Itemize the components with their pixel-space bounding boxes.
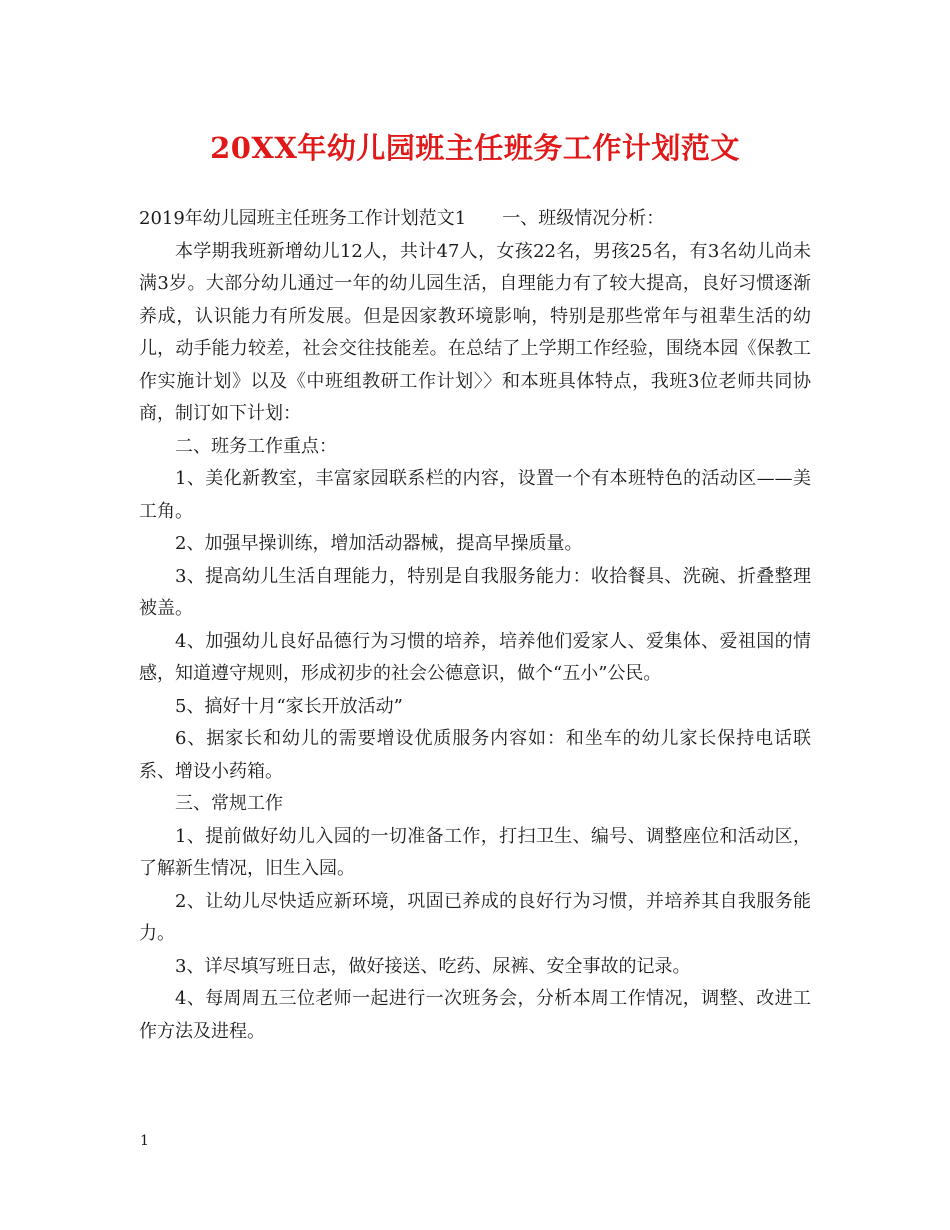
paragraph-class-analysis: 本学期我班新增幼儿12人，共计47人，女孩22名，男孩25名，有3名幼儿尚未满3岁。大部分幼儿通过一年的幼儿园生活，自理能力有了较大提高，良好习惯逐渐养成，认识能力有所发展。但是因家教环境影响，特别是那些常年与祖辈生活的幼儿，动手能力较差，社会交往技能差。在总结了上学期工作经验，围绕本园《保教工作实施计划》以及《中班组教研工作计划〉〉和本班具体特点，我班3位老师共同协商，制订如下计划： bbox=[139, 240, 811, 424]
paragraph-intro-heading: 2019年幼儿园班主任班务工作计划范文1 一、班级情况分析： bbox=[139, 208, 665, 229]
section-heading-focus: 二、班务工作重点： bbox=[175, 435, 337, 457]
list-item: 5、搞好十月“家长开放活动” bbox=[175, 695, 403, 717]
list-item: 3、详尽填写班日志，做好接送、吃药、尿裤、安全事故的记录。 bbox=[175, 955, 691, 977]
list-item: 3、提高幼儿生活自理能力，特别是自我服务能力：收拾餐具、洗碗、折叠整理被盖。 bbox=[139, 565, 811, 619]
document-body bbox=[139, 203, 811, 1048]
document-title: 20XX年幼儿园班主任班务工作计划范文 bbox=[210, 131, 740, 165]
list-item: 2、加强早操训练，增加活动器械，提高早操质量。 bbox=[175, 533, 583, 554]
list-item: 2、让幼儿尽快适应新环境，巩固已养成的良好行为习惯，并培养其自我服务能力。 bbox=[139, 890, 811, 944]
page-number: 1 bbox=[140, 1133, 149, 1149]
list-item: 6、据家长和幼儿的需要增设优质服务内容如：和坐车的幼儿家长保持电话联系、增设小药箱。 bbox=[139, 728, 811, 782]
list-item: 4、每周周五三位老师一起进行一次班务会，分析本周工作情况，调整、改进工作方法及进程。 bbox=[139, 988, 811, 1042]
list-item: 1、美化新教室，丰富家园联系栏的内容，设置一个有本班特色的活动区——美工角。 bbox=[139, 468, 811, 522]
list-item: 4、加强幼儿良好品德行为习惯的培养，培养他们爱家人、爱集体、爱祖国的情感，知道遵守规则，形成初步的社会公德意识，做个“五小”公民。 bbox=[139, 630, 811, 684]
section-heading-routine: 三、常规工作 bbox=[175, 793, 283, 814]
list-item: 1、提前做好幼儿入园的一切准备工作，打扫卫生、编号、调整座位和活动区，了解新生情况，旧生入园。 bbox=[139, 825, 811, 879]
